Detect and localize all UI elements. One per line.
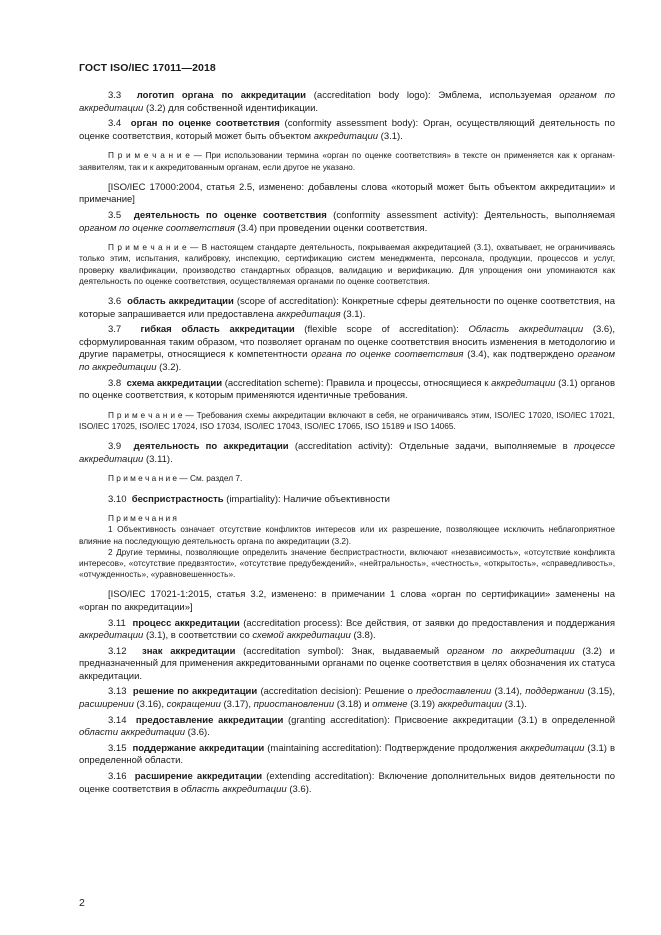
notes-3-10-label: П р и м е ч а н и я bbox=[108, 513, 177, 524]
document-header: ГОСТ ISO/IEC 17011—2018 bbox=[79, 62, 216, 74]
note-3-10-item-2: 2 Другие термины, позволяющие определить значение беспристрастности, включают «независимость», «отсутствие конфликта интересов», «отсутствие предвзятости», «отсутствие предубеждений», «нейтральность», «честность», «открытость», «справедливость», «отчужденность», «уравновешенность». bbox=[79, 546, 615, 580]
term-3-8: 3.8 схема аккредитации (accreditation scheme): Правила и процессы, относящиеся к аккредитации (3.1) органов по оценке соответствия, к которым применяются идентичные требования. bbox=[79, 377, 616, 402]
page-number: 2 bbox=[79, 897, 85, 909]
note-3-8: П р и м е ч а н и е — Требования схемы аккредитации включают в себя, не ограничиваясь этим, ISO/IEC 17020, ISO/IEC 17021, ISO/IEC 17025, ISO/IEC 17024, ISO 17034, ISO/IEC 17043, ISO/IEC 17065, ISO 15189 и ISO 14065. bbox=[79, 409, 615, 431]
note-3-9: П р и м е ч а н и е — См. раздел 7. bbox=[108, 473, 243, 484]
term-3-6: 3.6 область аккредитации (scope of accreditation): Конкретные сферы деятельности по оценке соответствия, на которые запрашивается или предоставлена аккредитация (3.1). bbox=[79, 295, 615, 320]
term-3-9: 3.9 деятельность по аккредитации (accreditation activity): Отдельные задачи, выполняемые в процессе аккредитации (3.11). bbox=[79, 441, 616, 465]
term-3-5: 3.5 деятельность по оценке соответствия (conformity assessment activity): Деятельность, выполняемая органом по оценке соответствия (3.4) при проведении оценки соответствия. bbox=[79, 209, 616, 234]
term-3-13: 3.13 решение по аккредитации (accreditation decision): Решение о предоставлении (3.14), поддержании (3.15), расширении (3.16), сокращении (3.17), приостановлении (3.18) и отмене (3.19) аккредитации (3.1). bbox=[79, 686, 615, 711]
term-3-11: 3.11 процесс аккредитации (accreditation process): Все действия, от заявки до предоставления и поддержания аккредитации (3.1), в соответствии со схемой аккредитации (3.8). bbox=[79, 617, 615, 642]
term-3-10: 3.10 беспристрастность (impartiality): Наличие объективности bbox=[108, 493, 390, 505]
source-note-1: [ISO/IEC 17000:2004, статья 2.5, изменено: добавлены слова «который может быть объектом аккредитации» и примечание] bbox=[79, 181, 615, 206]
term-3-4: 3.4 орган по оценке соответствия (conformity assessment body): Орган, осуществляющий деятельность по оценке соответствия, который может быть объектом аккредитации (3.1). bbox=[79, 118, 615, 142]
term-3-3: 3.3 логотип органа по аккредитации (accreditation body logo): Эмблема, используемая органом по аккредитации (3.2) для собственной идентификации. bbox=[79, 90, 616, 114]
term-3-12: 3.12 знак аккредитации (accreditation symbol): Знак, выдаваемый органом по аккредитации (3.2) и предназначенный для применения аккредитованными органами по оценке соответствия в целях обозначения их статуса аккредитации. bbox=[79, 645, 615, 682]
term-3-14: 3.14 предоставление аккредитации (granting accreditation): Присвоение аккредитации (3.1) в определенной области аккредитации (3.6). bbox=[79, 714, 615, 739]
note-3-4: П р и м е ч а н и е — При использовании термина «орган по оценке соответствия» в тексте он применяется как к органам-заявителям, так и к аккредитованным органам, если другое не указано. bbox=[79, 150, 616, 172]
term-3-16: 3.16 расширение аккредитации (extending accreditation): Включение дополнительных видов деятельности по оценке соответствия в область аккредитации (3.6). bbox=[79, 771, 616, 795]
term-3-15: 3.15 поддержание аккредитации (maintaining accreditation): Подтверждение продолжения аккредитации (3.1) в определенной области. bbox=[79, 742, 616, 767]
note-3-5: П р и м е ч а н и е — В настоящем стандарте деятельность, покрываемая аккредитацией (3.1), охватывает, не ограничиваясь только этим, испытания, калибровку, инспекцию, сертификацию систем менеджмента, персонала, продукции, процессов и услуг, проверку квалификации, производство стандартных образцов, валидацию и верификацию. Для упрощения они упоминаются как деятельность по оценке соответствия, осуществляемая органами по оценке соответствия. bbox=[79, 242, 615, 286]
note-3-10-item-1: 1 Объективность означает отсутствие конфликтов интересов или их разрешение, позволяющее исключить неблагоприятное влияние на последующую деятельность органа по аккредитации (3.2). bbox=[79, 524, 615, 546]
source-note-2: [ISO/IEC 17021-1:2015, статья 3.2, изменено: в примечании 1 слова «орган по сертификации» заменены на «орган по аккредитации»] bbox=[79, 589, 615, 613]
term-3-7: 3.7 гибкая область аккредитации (flexible scope of accreditation): Область аккредитации (3.6), сформулированная таким образом, что позволяет органам по оценке соответствия вносить изменения в методологию и другие параметры, относящиеся к компетентности органа по оценке соответствия (3.4), как подтверждено органом по аккредитации (3.2). bbox=[79, 324, 616, 373]
document-body bbox=[79, 90, 615, 799]
